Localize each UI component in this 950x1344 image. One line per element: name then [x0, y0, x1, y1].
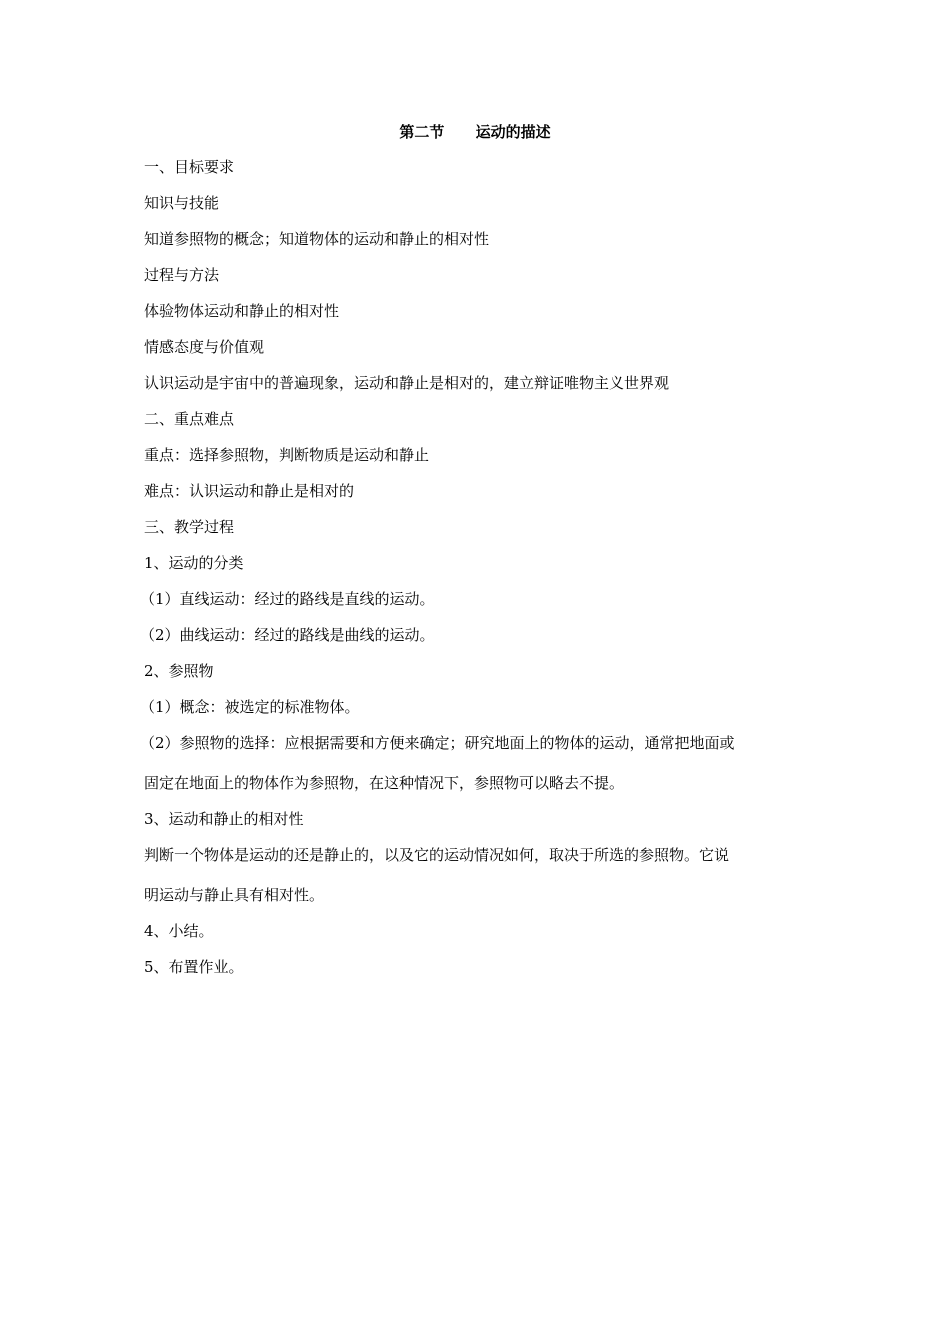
paragraph: 判断一个物体是运动的还是静止的，以及它的运动情况如何，取决于所选的参照物。它说: [144, 846, 730, 864]
subheading-process-method: 过程与方法: [144, 266, 220, 284]
paragraph: 体验物体运动和静止的相对性: [144, 302, 340, 320]
paragraph: 重点：选择参照物，判断物质是运动和静止: [144, 446, 430, 464]
subheading-attitude-values: 情感态度与价值观: [144, 338, 265, 356]
list-item: 5、布置作业。: [144, 958, 244, 976]
section-heading-teaching-process: 三、教学过程: [144, 518, 235, 536]
paragraph: 难点：认识运动和静止是相对的: [144, 482, 355, 500]
paragraph-continuation: 明运动与静止具有相对性。: [144, 886, 325, 904]
page-title: 第二节 运动的描述: [399, 123, 551, 141]
list-item: （2）参照物的选择：应根据需要和方便来确定；研究地面上的物体的运动，通常把地面或: [140, 734, 735, 752]
list-item: （1）直线运动：经过的路线是直线的运动。: [140, 590, 435, 608]
list-item: 2、参照物: [144, 662, 214, 680]
list-item: （2）曲线运动：经过的路线是曲线的运动。: [140, 626, 435, 644]
section-heading-goals: 一、目标要求: [144, 158, 235, 176]
paragraph: 知道参照物的概念；知道物体的运动和静止的相对性: [144, 230, 490, 248]
subheading-knowledge-skills: 知识与技能: [144, 194, 220, 212]
list-item: 4、小结。: [144, 922, 214, 940]
list-item: （1）概念：被选定的标准物体。: [140, 698, 360, 716]
section-heading-key-points: 二、重点难点: [144, 410, 235, 428]
list-item: 1、运动的分类: [144, 554, 244, 572]
paragraph-continuation: 固定在地面上的物体作为参照物，在这种情况下，参照物可以略去不提。: [144, 774, 625, 792]
list-item: 3、运动和静止的相对性: [144, 810, 304, 828]
document-body: [140, 155, 814, 991]
paragraph: 认识运动是宇宙中的普遍现象，运动和静止是相对的，建立辩证唯物主义世界观: [144, 374, 670, 392]
